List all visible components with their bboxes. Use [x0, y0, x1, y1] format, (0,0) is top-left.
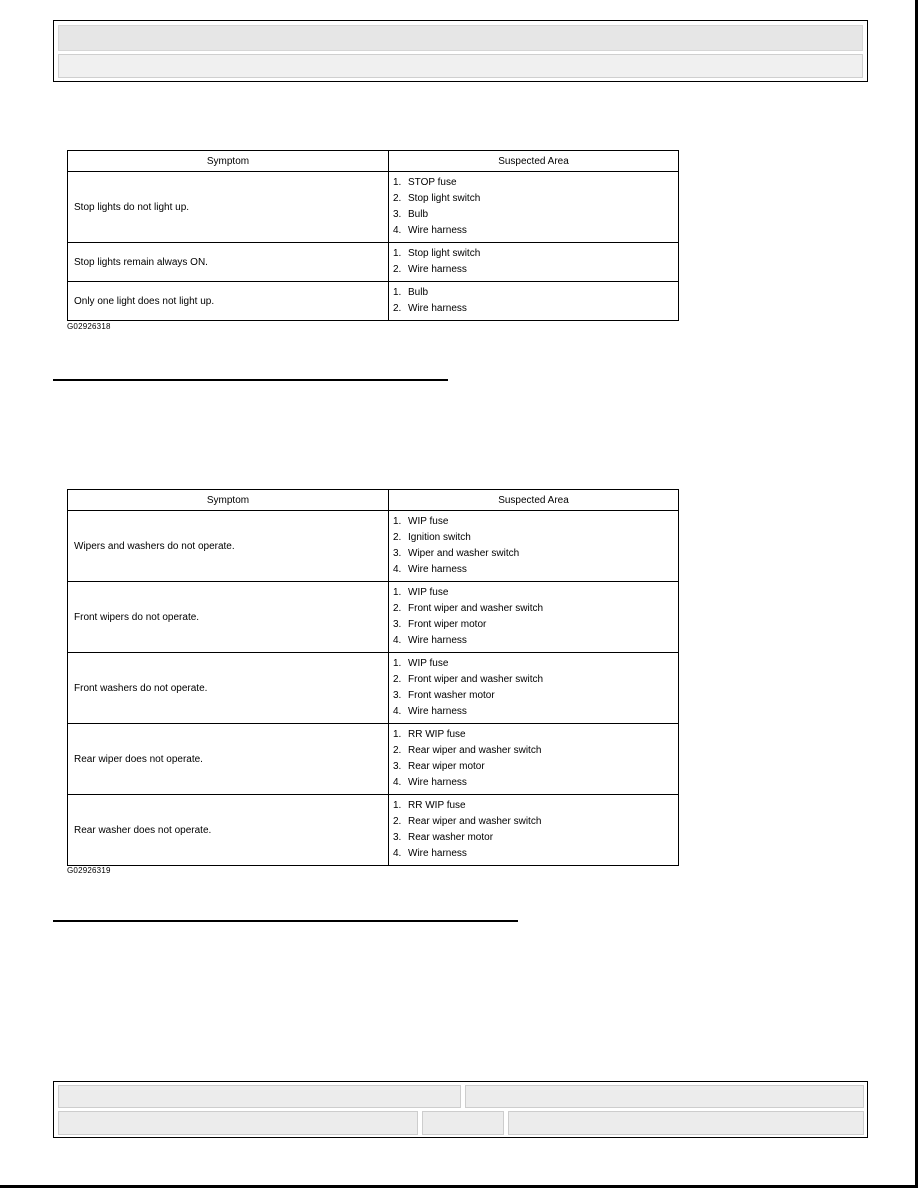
item-text: Rear wiper and washer switch — [408, 816, 542, 827]
footer-cell — [508, 1111, 864, 1135]
symptom-cell: Stop lights remain always ON. — [68, 243, 389, 282]
suspected-area-item — [393, 633, 678, 649]
symptom-cell: Front washers do not operate. — [68, 653, 389, 724]
figure-code: G02926319 — [67, 866, 111, 875]
suspected-area-cell — [389, 582, 679, 653]
item-text: Ignition switch — [408, 532, 471, 543]
item-text: Wiper and washer switch — [408, 548, 520, 559]
item-number: 4. — [393, 225, 402, 236]
suspected-area-item — [393, 175, 678, 191]
stop-light-symptom-table — [67, 150, 679, 321]
suspected-area-item — [393, 775, 678, 791]
item-number: 1. — [393, 587, 402, 598]
item-text: Rear washer motor — [408, 832, 494, 843]
item-text: WIP fuse — [408, 587, 449, 598]
symptom-cell: Rear washer does not operate. — [68, 795, 389, 866]
item-number: 3. — [393, 832, 402, 843]
item-number: 2. — [393, 303, 402, 314]
item-number: 2. — [393, 674, 402, 685]
section-divider — [53, 379, 448, 381]
suspected-area-cell — [389, 243, 679, 282]
item-number: 2. — [393, 193, 402, 204]
suspected-area-item — [393, 830, 678, 846]
item-text: Wire harness — [408, 225, 467, 236]
page-header — [53, 20, 868, 82]
table-row — [68, 795, 679, 866]
item-text: Rear wiper and washer switch — [408, 745, 542, 756]
suspected-area-item — [393, 207, 678, 223]
item-number: 2. — [393, 745, 402, 756]
item-text: STOP fuse — [408, 177, 457, 188]
symptom-header: Symptom — [68, 151, 389, 172]
item-text: Stop light switch — [408, 248, 481, 259]
item-text: Front washer motor — [408, 690, 495, 701]
suspected-area-item — [393, 585, 678, 601]
suspected-area-item — [393, 688, 678, 704]
suspected-area-header: Suspected Area — [389, 490, 679, 511]
item-number: 3. — [393, 690, 402, 701]
suspected-area-item — [393, 617, 678, 633]
item-number: 1. — [393, 729, 402, 740]
item-number: 4. — [393, 848, 402, 859]
item-number: 3. — [393, 209, 402, 220]
symptom-cell: Wipers and washers do not operate. — [68, 511, 389, 582]
suspected-area-cell — [389, 282, 679, 321]
footer-cell — [465, 1085, 864, 1108]
item-text: Stop light switch — [408, 193, 481, 204]
item-number: 4. — [393, 635, 402, 646]
suspected-area-item — [393, 514, 678, 530]
item-number: 1. — [393, 800, 402, 811]
suspected-area-item — [393, 743, 678, 759]
suspected-area-item — [393, 672, 678, 688]
item-number: 3. — [393, 619, 402, 630]
suspected-area-item — [393, 846, 678, 862]
item-number: 1. — [393, 177, 402, 188]
table-row — [68, 724, 679, 795]
item-number: 4. — [393, 564, 402, 575]
item-text: WIP fuse — [408, 516, 449, 527]
header-subtitle-bar — [58, 54, 863, 78]
item-text: Wire harness — [408, 635, 467, 646]
item-text: Bulb — [408, 209, 429, 220]
item-number: 2. — [393, 603, 402, 614]
item-number: 1. — [393, 516, 402, 527]
item-number: 1. — [393, 287, 402, 298]
item-number: 1. — [393, 658, 402, 669]
suspected-area-cell — [389, 795, 679, 866]
table-body — [68, 172, 679, 321]
suspected-area-item — [393, 562, 678, 578]
item-number: 4. — [393, 706, 402, 717]
item-text: Wire harness — [408, 264, 467, 275]
suspected-area-item — [393, 223, 678, 239]
footer-cell — [422, 1111, 504, 1135]
suspected-area-item — [393, 262, 678, 278]
item-text: Front wiper and washer switch — [408, 674, 544, 685]
item-number: 3. — [393, 761, 402, 772]
item-text: Front wiper motor — [408, 619, 487, 630]
suspected-area-item — [393, 246, 678, 262]
header-title-bar — [58, 25, 863, 51]
table-row — [68, 282, 679, 321]
symptom-cell: Stop lights do not light up. — [68, 172, 389, 243]
item-number: 2. — [393, 532, 402, 543]
item-text: Bulb — [408, 287, 429, 298]
item-text: Wire harness — [408, 706, 467, 717]
suspected-area-cell — [389, 724, 679, 795]
suspected-area-header: Suspected Area — [389, 151, 679, 172]
suspected-area-item — [393, 601, 678, 617]
symptom-header: Symptom — [68, 490, 389, 511]
suspected-area-item — [393, 656, 678, 672]
suspected-area-item — [393, 530, 678, 546]
figure-code: G02926318 — [67, 322, 111, 331]
item-number: 3. — [393, 548, 402, 559]
suspected-area-item — [393, 814, 678, 830]
section-divider — [53, 920, 518, 922]
suspected-area-cell — [389, 653, 679, 724]
item-text: Front wiper and washer switch — [408, 603, 544, 614]
item-text: Rear wiper motor — [408, 761, 485, 772]
item-number: 2. — [393, 816, 402, 827]
page-footer — [53, 1081, 868, 1138]
suspected-area-item — [393, 285, 678, 301]
footer-cell — [58, 1111, 418, 1135]
table-row — [68, 172, 679, 243]
table-row — [68, 582, 679, 653]
suspected-area-cell — [389, 511, 679, 582]
symptom-cell: Only one light does not light up. — [68, 282, 389, 321]
table-body — [68, 511, 679, 866]
item-number: 4. — [393, 777, 402, 788]
table-row — [68, 243, 679, 282]
suspected-area-item — [393, 704, 678, 720]
item-text: RR WIP fuse — [408, 729, 466, 740]
suspected-area-cell — [389, 172, 679, 243]
footer-cell — [58, 1085, 461, 1108]
symptom-cell: Front wipers do not operate. — [68, 582, 389, 653]
item-text: RR WIP fuse — [408, 800, 466, 811]
item-text: Wire harness — [408, 777, 467, 788]
item-text: WIP fuse — [408, 658, 449, 669]
item-number: 2. — [393, 264, 402, 275]
suspected-area-item — [393, 759, 678, 775]
table-row — [68, 653, 679, 724]
suspected-area-item — [393, 546, 678, 562]
item-text: Wire harness — [408, 303, 467, 314]
symptom-cell: Rear wiper does not operate. — [68, 724, 389, 795]
suspected-area-item — [393, 301, 678, 317]
suspected-area-item — [393, 798, 678, 814]
suspected-area-item — [393, 191, 678, 207]
item-text: Wire harness — [408, 848, 467, 859]
item-number: 1. — [393, 248, 402, 259]
wiper-washer-symptom-table — [67, 489, 679, 866]
table-row — [68, 511, 679, 582]
suspected-area-item — [393, 727, 678, 743]
item-text: Wire harness — [408, 564, 467, 575]
